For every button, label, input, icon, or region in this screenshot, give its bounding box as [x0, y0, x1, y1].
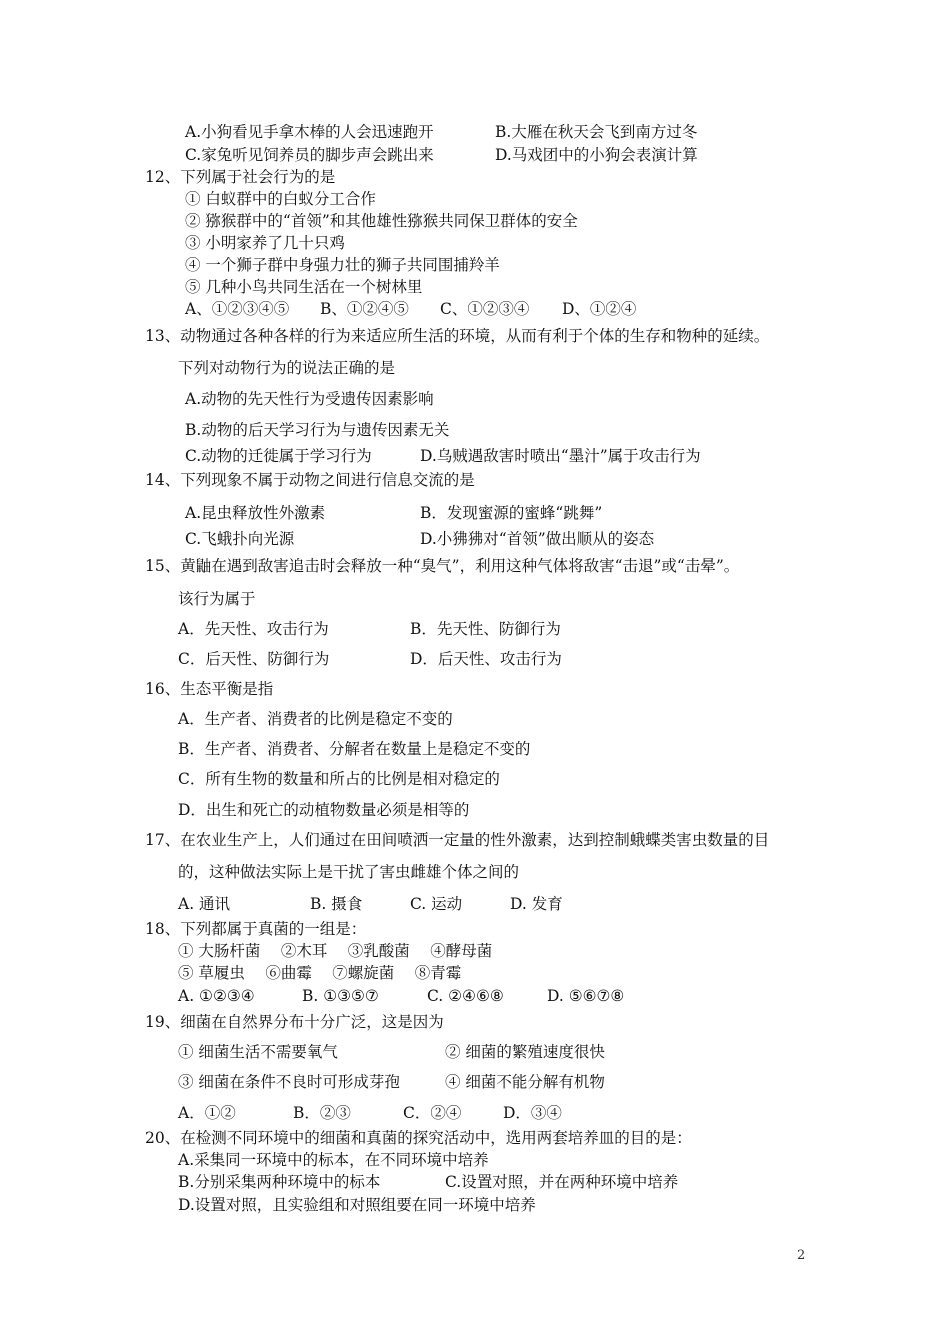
q13-option-b: B.动物的后天学习行为与遗传因素无关	[185, 421, 450, 439]
q19-option-a: A．①②	[178, 1104, 236, 1122]
q12-option-d: D、①②④	[562, 300, 637, 318]
q19-item-1: ① 细菌生活不需要氧气	[178, 1043, 338, 1061]
q13-option-d: D.乌贼遇敌害时喷出“墨汁”属于攻击行为	[420, 447, 701, 465]
q20-stem: 20、在检测不同环境中的细菌和真菌的探究活动中，选用两套培养皿的目的是：	[145, 1129, 692, 1147]
q12-stem: 12、下列属于社会行为的是	[145, 168, 336, 186]
q20-option-b: B.分别采集两种环境中的标本	[178, 1173, 381, 1191]
q18-stem: 18、下列都属于真菌的一组是：	[145, 920, 367, 938]
q16-option-a: A．生产者、消费者的比例是稳定不变的	[178, 710, 453, 728]
q13-option-a: A.动物的先天性行为受遗传因素影响	[185, 390, 434, 408]
q11-option-b: B.大雁在秋天会飞到南方过冬	[495, 123, 698, 141]
q17-stem-line1: 17、在农业生产上，人们通过在田间喷洒一定量的性外激素，达到控制蛾蝶类害虫数量的目	[145, 831, 770, 849]
q16-option-d: D．出生和死亡的动植物数量必须是相等的	[178, 801, 470, 819]
q14-stem: 14、下列现象不属于动物之间进行信息交流的是	[145, 471, 475, 489]
q19-option-b: B．②③	[293, 1104, 351, 1122]
q15-stem-line1: 15、黄鼬在遇到敌害追击时会释放一种“臭气”，利用这种气体将敌害“击退”或“击晕”。	[145, 557, 740, 575]
q17-option-a: A. 通讯	[178, 895, 231, 913]
q19-item-4: ④ 细菌不能分解有机物	[445, 1073, 605, 1091]
q15-option-a: A．先天性、攻击行为	[178, 620, 329, 638]
q18-items-row1: ① 大肠杆菌 ②木耳 ③乳酸菌 ④酵母菌	[178, 942, 493, 960]
q19-stem: 19、细菌在自然界分布十分广泛，这是因为	[145, 1013, 444, 1031]
q15-stem-line2: 该行为属于	[178, 590, 256, 608]
q12-item-5: ⑤ 几种小鸟共同生活在一个树林里	[185, 278, 423, 296]
q13-stem-line2: 下列对动物行为的说法正确的是	[178, 359, 396, 377]
q15-option-c: C．后天性、防御行为	[178, 650, 330, 668]
q11-option-a: A.小狗看见手拿木棒的人会迅速跑开	[185, 123, 434, 141]
q20-option-c: C.设置对照，并在两种环境中培养	[445, 1173, 679, 1191]
q15-option-b: B．先天性、防御行为	[410, 620, 561, 638]
q19-item-3: ③ 细菌在条件不良时可形成芽孢	[178, 1073, 400, 1091]
q12-option-c: C、①②③④	[440, 300, 530, 318]
page-number: 2	[797, 1248, 806, 1263]
q12-item-2: ② 猕猴群中的“首领”和其他雄性猕猴共同保卫群体的安全	[185, 212, 578, 230]
q11-option-c: C.家兔听见饲养员的脚步声会跳出来	[185, 146, 434, 164]
q15-option-d: D．后天性、攻击行为	[410, 650, 562, 668]
q12-option-a: A、①②③④⑤	[185, 300, 290, 318]
q13-option-c: C.动物的迁徙属于学习行为	[185, 447, 372, 465]
q18-option-c: C. ②④⑥⑧	[427, 987, 504, 1005]
q18-option-a: A. ①②③④	[178, 987, 255, 1005]
q19-option-c: C．②④	[403, 1104, 462, 1122]
q17-stem-line2: 的，这种做法实际上是干扰了害虫雌雄个体之间的	[178, 863, 520, 881]
q16-stem: 16、生态平衡是指	[145, 680, 274, 698]
q11-option-d: D.马戏团中的小狗会表演计算	[495, 146, 698, 164]
q18-option-b: B. ①③⑤⑦	[302, 987, 379, 1005]
q17-option-c: C. 运动	[410, 895, 463, 913]
q12-item-1: ① 白蚁群中的白蚁分工合作	[185, 190, 376, 208]
q20-option-a: A.采集同一环境中的标本，在不同环境中培养	[178, 1151, 489, 1169]
q12-option-b: B、①②④⑤	[320, 300, 409, 318]
q13-stem-line1: 13、动物通过各种各样的行为来适应所生活的环境，从而有利于个体的生存和物种的延续。	[145, 327, 770, 345]
q18-items-row2: ⑤ 草履虫 ⑥曲霉 ⑦螺旋菌 ⑧青霉	[178, 964, 462, 982]
q17-option-b: B. 摄食	[310, 895, 363, 913]
q14-option-b: B．发现蜜源的蜜蜂“跳舞”	[420, 504, 603, 522]
q14-option-d: D.小狒狒对“首领”做出顺从的姿态	[420, 530, 655, 548]
q16-option-b: B．生产者、消费者、分解者在数量上是稳定不变的	[178, 740, 531, 758]
q14-option-a: A.昆虫释放性外激素	[185, 504, 326, 522]
q12-item-4: ④ 一个狮子群中身强力壮的狮子共同围捕羚羊	[185, 256, 500, 274]
q17-option-d: D. 发育	[510, 895, 563, 913]
q19-option-d: D．③④	[503, 1104, 562, 1122]
q14-option-c: C.飞蛾扑向光源	[185, 530, 295, 548]
q20-option-d: D.设置对照，且实验组和对照组要在同一环境中培养	[178, 1196, 536, 1214]
q19-item-2: ② 细菌的繁殖速度很快	[445, 1043, 605, 1061]
q12-item-3: ③ 小明家养了几十只鸡	[185, 234, 345, 252]
q18-option-d: D. ⑤⑥⑦⑧	[547, 987, 625, 1005]
q16-option-c: C．所有生物的数量和所占的比例是相对稳定的	[178, 770, 500, 788]
